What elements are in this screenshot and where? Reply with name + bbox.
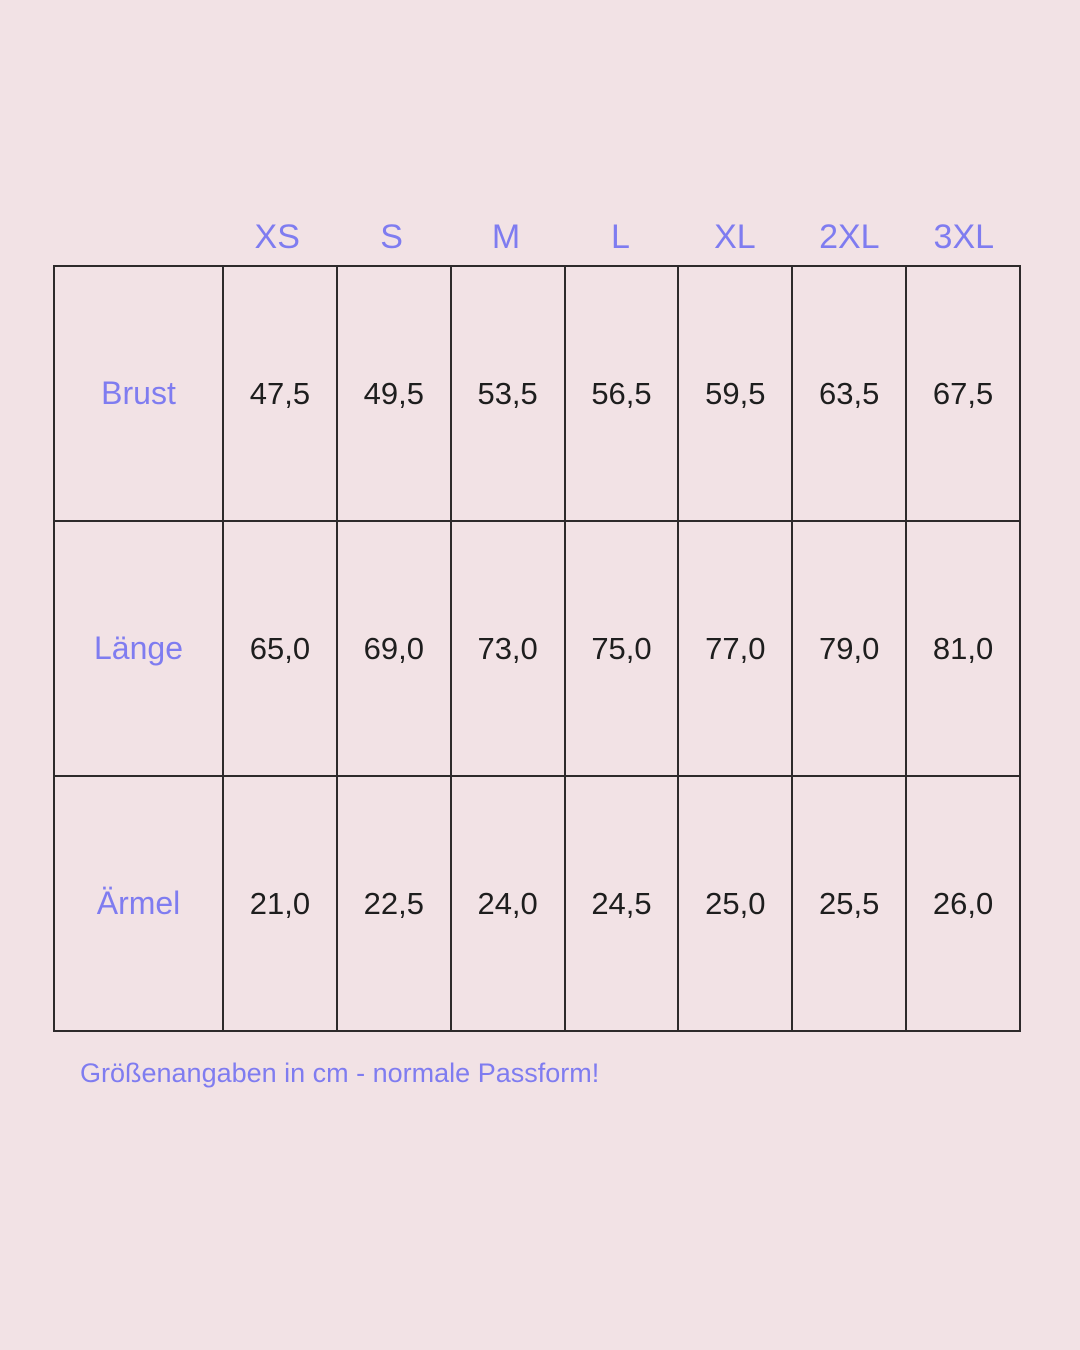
size-value: 77,0 <box>677 522 791 775</box>
size-column-header-2xl: 2XL <box>819 218 880 256</box>
size-column-header-s: S <box>380 218 403 256</box>
size-value: 24,5 <box>564 777 678 1030</box>
table-row-laenge <box>55 520 1019 775</box>
size-value: 65,0 <box>222 522 336 775</box>
size-column-header-m: M <box>491 218 521 256</box>
size-value: 63,5 <box>791 267 905 520</box>
size-value: 49,5 <box>336 267 450 520</box>
size-value: 79,0 <box>791 522 905 775</box>
size-value: 25,0 <box>677 777 791 1030</box>
row-label-brust: Brust <box>101 375 176 411</box>
size-value: 53,5 <box>450 267 564 520</box>
size-column-header-3xl: 3XL <box>933 218 995 256</box>
size-value: 25,5 <box>791 777 905 1030</box>
size-value: 47,5 <box>222 267 336 520</box>
size-value: 81,0 <box>905 522 1019 775</box>
size-column-header-l: L <box>611 218 630 256</box>
size-footnote: Größenangaben in cm - normale Passform! <box>80 1058 600 1088</box>
table-row-aermel <box>55 775 1019 1030</box>
size-column-header-xl: XL <box>714 218 756 256</box>
size-value: 24,0 <box>450 777 564 1030</box>
row-label-aermel: Ärmel <box>96 885 181 921</box>
size-value: 75,0 <box>564 522 678 775</box>
size-value: 69,0 <box>336 522 450 775</box>
size-value: 22,5 <box>336 777 450 1030</box>
size-value: 56,5 <box>564 267 678 520</box>
size-value: 67,5 <box>905 267 1019 520</box>
size-header-row <box>53 210 1021 265</box>
size-value: 26,0 <box>905 777 1019 1030</box>
size-value: 59,5 <box>677 267 791 520</box>
size-value: 73,0 <box>450 522 564 775</box>
size-value: 21,0 <box>222 777 336 1030</box>
header-spacer <box>53 210 220 265</box>
row-label-laenge: Länge <box>94 630 183 666</box>
size-table <box>53 265 1021 1032</box>
size-chart <box>53 210 1021 1032</box>
table-row-brust <box>55 267 1019 520</box>
size-column-header-xs: XS <box>254 218 300 256</box>
